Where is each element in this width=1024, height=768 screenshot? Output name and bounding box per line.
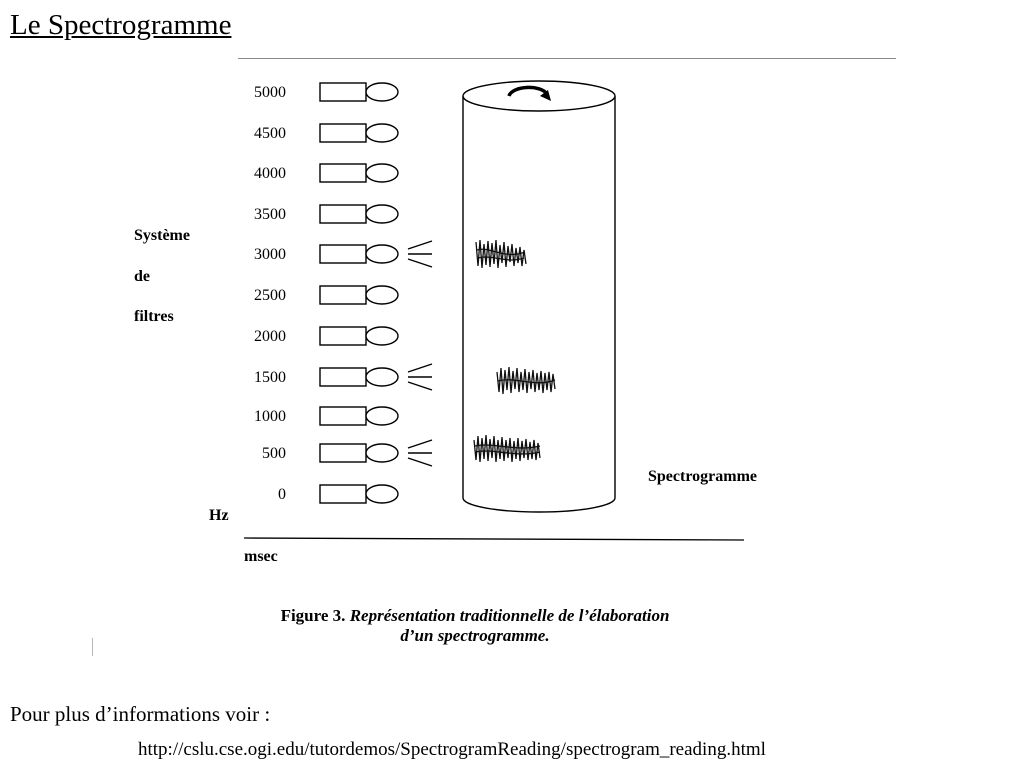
frequency-label-5000: 5000: [254, 84, 286, 101]
filter-row-2500: [254, 286, 398, 304]
filter-row-500: [262, 440, 432, 466]
filter-lamp-icon: [366, 485, 398, 503]
filter-box-icon: [320, 444, 366, 462]
spectrogram-label: Spectrogramme: [648, 468, 757, 485]
light-rays-icon: [408, 440, 432, 466]
frequency-label-0: 0: [278, 486, 286, 503]
filter-lamp-icon: [366, 286, 398, 304]
filter-lamp-icon: [366, 327, 398, 345]
filter-lamp-icon: [366, 444, 398, 462]
filter-system-label-line3: filtres: [134, 308, 174, 325]
frequency-label-1000: 1000: [254, 408, 286, 425]
frequency-label-1500: 1500: [254, 369, 286, 386]
filter-lamp-icon: [366, 407, 398, 425]
spectrogram-trace-500: [474, 435, 540, 462]
filter-row-3500: [254, 205, 398, 223]
spectrogram-trace-1500: [497, 367, 555, 394]
drum-bottom-edge: [463, 498, 615, 512]
frequency-label-3500: 3500: [254, 206, 286, 223]
filter-row-5000: [254, 83, 398, 101]
filter-row-3000: [254, 241, 432, 267]
filter-box-icon: [320, 164, 366, 182]
time-axis: [244, 538, 744, 540]
filter-box-icon: [320, 124, 366, 142]
frequency-label-3000: 3000: [254, 246, 286, 263]
figure-number: Figure 3.: [280, 606, 346, 625]
filter-box-icon: [320, 485, 366, 503]
caption-text-line1: Représentation traditionnelle de l’élaboration: [349, 606, 670, 625]
frequency-label-2500: 2500: [254, 287, 286, 304]
filter-row-2000: [254, 327, 398, 345]
filter-row-4000: [254, 164, 398, 182]
more-info-text: Pour plus d’informations voir :: [10, 702, 271, 726]
filter-box-icon: [320, 83, 366, 101]
filter-lamp-icon: [366, 164, 398, 182]
filter-box-icon: [320, 286, 366, 304]
filter-row-4500: [254, 124, 398, 142]
reference-url-link[interactable]: http://cslu.cse.ogi.edu/tutordemos/SpectrogramReading/spectrogram_reading.html: [138, 739, 766, 760]
filter-box-icon: [320, 327, 366, 345]
figure-caption: [200, 606, 750, 646]
hz-label: Hz: [209, 507, 229, 524]
filter-lamp-icon: [366, 205, 398, 223]
filter-box-icon: [320, 407, 366, 425]
light-rays-icon: [408, 241, 432, 267]
filter-row-1000: [254, 407, 398, 425]
spectrogram-trace-3000: [476, 240, 526, 268]
filter-lamp-icon: [366, 83, 398, 101]
filter-row-1500: [254, 364, 432, 390]
slide-title: Le Spectrogramme: [10, 9, 232, 41]
frequency-label-4000: 4000: [254, 165, 286, 182]
filter-lamp-icon: [366, 124, 398, 142]
filter-lamp-icon: [366, 368, 398, 386]
filter-lamp-icon: [366, 245, 398, 263]
filter-box-icon: [320, 368, 366, 386]
filter-box-icon: [320, 245, 366, 263]
drum-top-ellipse: [463, 81, 615, 111]
caption-text-line2: d’un spectrogramme.: [400, 626, 550, 645]
caption-line-1: [200, 606, 750, 626]
filter-system-label-line1: Système: [134, 227, 190, 244]
frequency-label-4500: 4500: [254, 125, 286, 142]
frequency-label-2000: 2000: [254, 328, 286, 345]
light-rays-icon: [408, 364, 432, 390]
filter-bank: [254, 83, 432, 503]
frequency-label-500: 500: [262, 445, 286, 462]
msec-label: msec: [244, 548, 278, 565]
filter-system-label-line2: de: [134, 268, 150, 285]
filter-row-0: [278, 485, 398, 503]
scan-artifact: [92, 638, 93, 656]
filter-box-icon: [320, 205, 366, 223]
